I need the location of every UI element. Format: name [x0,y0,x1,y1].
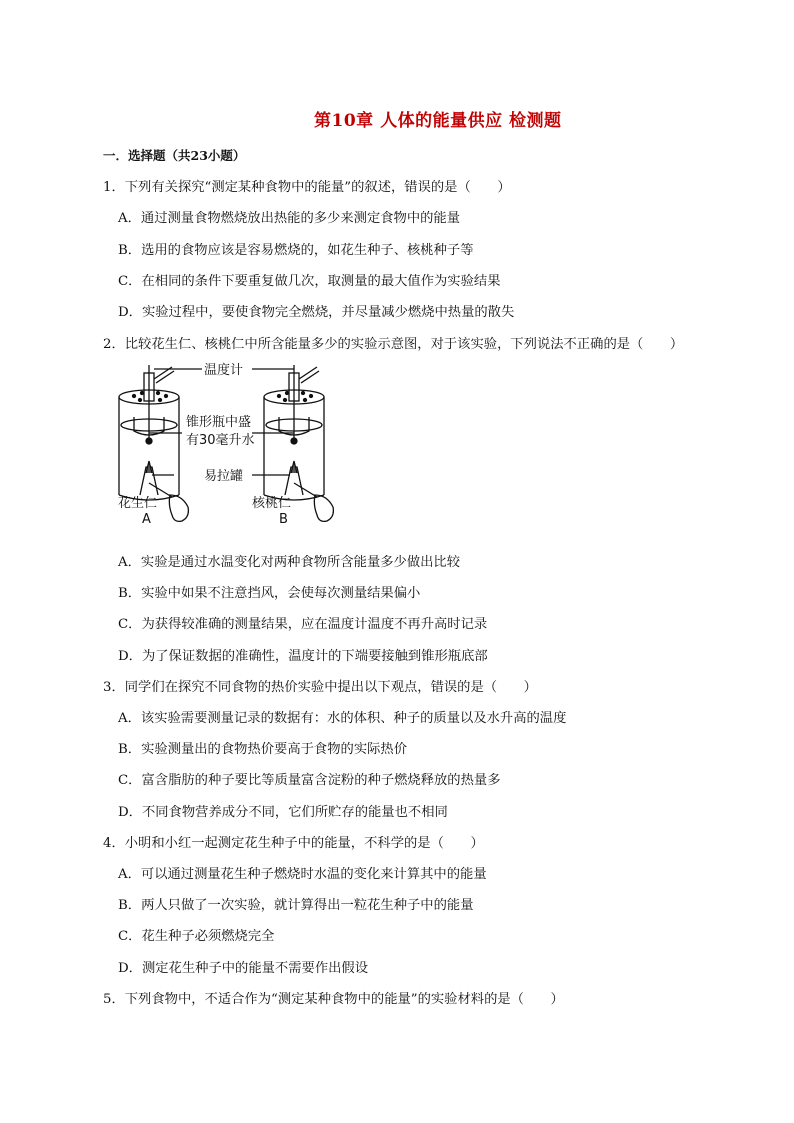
question-2-option-b: B．实验中如果不注意挡风，会使每次测量结果偏小 [118,586,421,601]
question-2-option-a: A．实验是通过水温变化对两种食物所含能量多少做出比较 [118,555,461,570]
question-3-option-c: C．富含脂肪的种子要比等质量富含淀粉的种子燃烧释放的热量多 [118,773,501,788]
label-flask-line1: 锥形瓶中盛 [186,415,252,430]
experiment-diagram [112,355,342,530]
label-peanut: 花生仁 [118,496,158,511]
question-1-option-b: B．选用的食物应该是容易燃烧的，如花生种子、核桃种子等 [118,243,474,258]
question-5-stem: 5．下列食物中，不适合作为“测定某种食物中的能量”的实验材料的是（ ） [103,992,564,1007]
question-1-option-a: A．通过测量食物燃烧放出热能的多少来测定食物中的能量 [118,211,461,226]
question-3-option-a: A．该实验需要测量记录的数据有：水的体积、种子的质量以及水升高的温度 [118,711,567,726]
section-heading: 一．选择题（共23小题） [103,148,246,163]
question-1-option-c: C．在相同的条件下要重复做几次，取测量的最大值作为实验结果 [118,274,501,289]
question-4-stem: 4．小明和小红一起测定花生种子中的能量，不科学的是（ ） [103,836,484,851]
question-4-option-c: C．花生种子必须燃烧完全 [118,929,275,944]
label-thermometer: 温度计 [204,363,244,378]
question-4-option-d: D．测定花生种子中的能量不需要作出假设 [118,961,369,976]
page-title: 第10章 人体的能量供应 检测题 [314,111,562,131]
label-walnut: 核桃仁 [252,496,292,511]
question-4-option-b: B．两人只做了一次实验，就计算得出一粒花生种子中的能量 [118,898,474,913]
question-1-option-d: D．实验过程中，要使食物完全燃烧，并尽量减少燃烧中热量的散失 [118,305,515,320]
label-b: B [279,512,288,527]
question-3-option-d: D．不同食物营养成分不同，它们所贮存的能量也不相同 [118,805,448,820]
label-can: 易拉罐 [204,469,244,484]
label-flask-line2: 有30毫升水 [186,433,255,448]
question-2-stem: 2．比较花生仁、核桃仁中所含能量多少的实验示意图，对于该实验，下列说法不正确的是（ ） [103,337,684,352]
question-4-option-a: A．可以通过测量花生种子燃烧时水温的变化来计算其中的能量 [118,867,487,882]
question-3-stem: 3．同学们在探究不同食物的热价实验中提出以下观点，错误的是（ ） [103,680,537,695]
question-3-option-b: B．实验测量出的食物热价要高于食物的实际热价 [118,742,408,757]
question-2-option-c: C．为获得较准确的测量结果，应在温度计温度不再升高时记录 [118,617,488,632]
label-a: A [142,512,151,527]
question-2-option-d: D．为了保证数据的准确性，温度计的下端要接触到锥形瓶底部 [118,649,488,664]
question-1-stem: 1．下列有关探究“测定某种食物中的能量”的叙述，错误的是（ ） [103,180,511,195]
